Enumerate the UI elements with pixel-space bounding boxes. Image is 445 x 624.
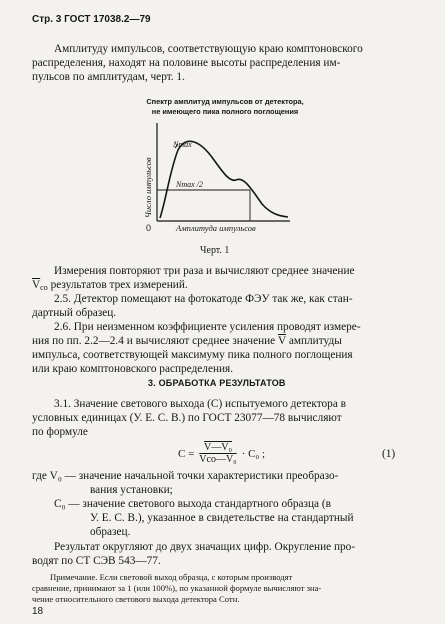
formula-numerator: V—V₀	[204, 442, 232, 453]
note-line-2: сравнение, принимают за 1 (или 100%), по указанной формуле вычисляют зна-	[32, 583, 322, 593]
def-c0-line-1: C₀ — значение светового выхода стандартного образца (в	[54, 498, 331, 510]
p2-line-1: 2.5. Детектор помещают на фотокатоде ФЭУ так же, как стан-	[54, 293, 353, 305]
intro-line-3: пульсов по амплитудам, черт. 1.	[32, 71, 185, 83]
figure-title-line-2: не имеющего пика полного поглощения	[151, 107, 299, 116]
result-line-1: Результат округляют до двух значащих цифр. Округление про-	[54, 541, 356, 553]
section-title: 3. ОБРАБОТКА РЕЗУЛЬТАТОВ	[148, 378, 286, 388]
p3-line-2	[32, 334, 342, 348]
half-label: Nmax /2	[176, 180, 203, 189]
v-symbol: $\overline{V}$	[278, 335, 286, 347]
p1-line-1: Измерения повторяют три раза и вычисляют среднее значение	[54, 265, 355, 277]
def-c0-line-3: образец.	[90, 526, 131, 538]
note-line-1: Примечание. Если световой выход образца, с которым производят	[50, 572, 293, 582]
result-line-2: водят по СТ СЭВ 543—77.	[32, 555, 161, 567]
def-c0-line-2: У. Е. С. В.), указанное в свидетельстве на стандартный	[90, 512, 354, 524]
p1-line-2	[32, 278, 188, 292]
vco-symbol: $\overline{V}$	[32, 279, 41, 291]
section-p1-line-1: 3.1. Значение светового выхода (С) испытуемого детектора в	[54, 398, 346, 410]
section-p1-line-3: по формуле	[32, 426, 88, 438]
p3-line-2-a: ния по пп. 2.2—2.4 и вычисляют среднее значение	[32, 335, 276, 347]
formula-number: (1)	[382, 448, 396, 460]
figure-caption: Черт. 1	[200, 245, 230, 256]
p3-line-4: или краю комптоновского распределения.	[32, 363, 234, 375]
page-number: 18	[32, 606, 44, 617]
x-axis-label: Амплитуда импульсов	[176, 223, 256, 233]
figure-title-line-1: Спектр амплитуд импульсов от детектора,	[146, 97, 304, 106]
y-axis-label: Число импульсов	[143, 157, 153, 218]
p3-line-3: импульса, соответствующей максимуму пика полного поглощения	[32, 349, 353, 361]
vco-subscript: со	[40, 283, 48, 292]
formula-lhs: C =	[178, 447, 195, 460]
p3-line-1: 2.6. При неизменном коэффициенте усиления проводят измере-	[54, 321, 361, 333]
formula-1	[178, 442, 265, 465]
formula-rhs: · C₀ ;	[241, 447, 266, 460]
intro-line-2: распределения, находят на половине высоты распределения им-	[32, 57, 341, 69]
p1-line-2-text: результатов трех измерений.	[50, 279, 188, 291]
origin-label: 0	[146, 223, 152, 233]
formula-denominator: Vсо—V₀	[199, 454, 237, 465]
section-p1-line-2: условных единицах (У. Е. С. В.) по ГОСТ 23077—78 вычисляют	[32, 412, 342, 424]
def-v0-line-1: где V₀ — значение начальной точки характеристики преобразо-	[32, 470, 339, 482]
intro-line-1: Амплитуду импульсов, соответствующую краю комптоновского	[54, 43, 363, 55]
peak-label: Nmax	[173, 140, 192, 149]
p3-line-2-b: амплитуды	[288, 335, 342, 347]
p2-line-2: дартный образец.	[32, 307, 117, 319]
formula-fraction	[197, 442, 238, 465]
def-v0-line-2: вания установки;	[90, 484, 173, 496]
note-line-3: чение относительного светового выхода детектора Сотн.	[32, 594, 240, 604]
page-header: Стр. 3 ГОСТ 17038.2—79	[32, 14, 151, 25]
